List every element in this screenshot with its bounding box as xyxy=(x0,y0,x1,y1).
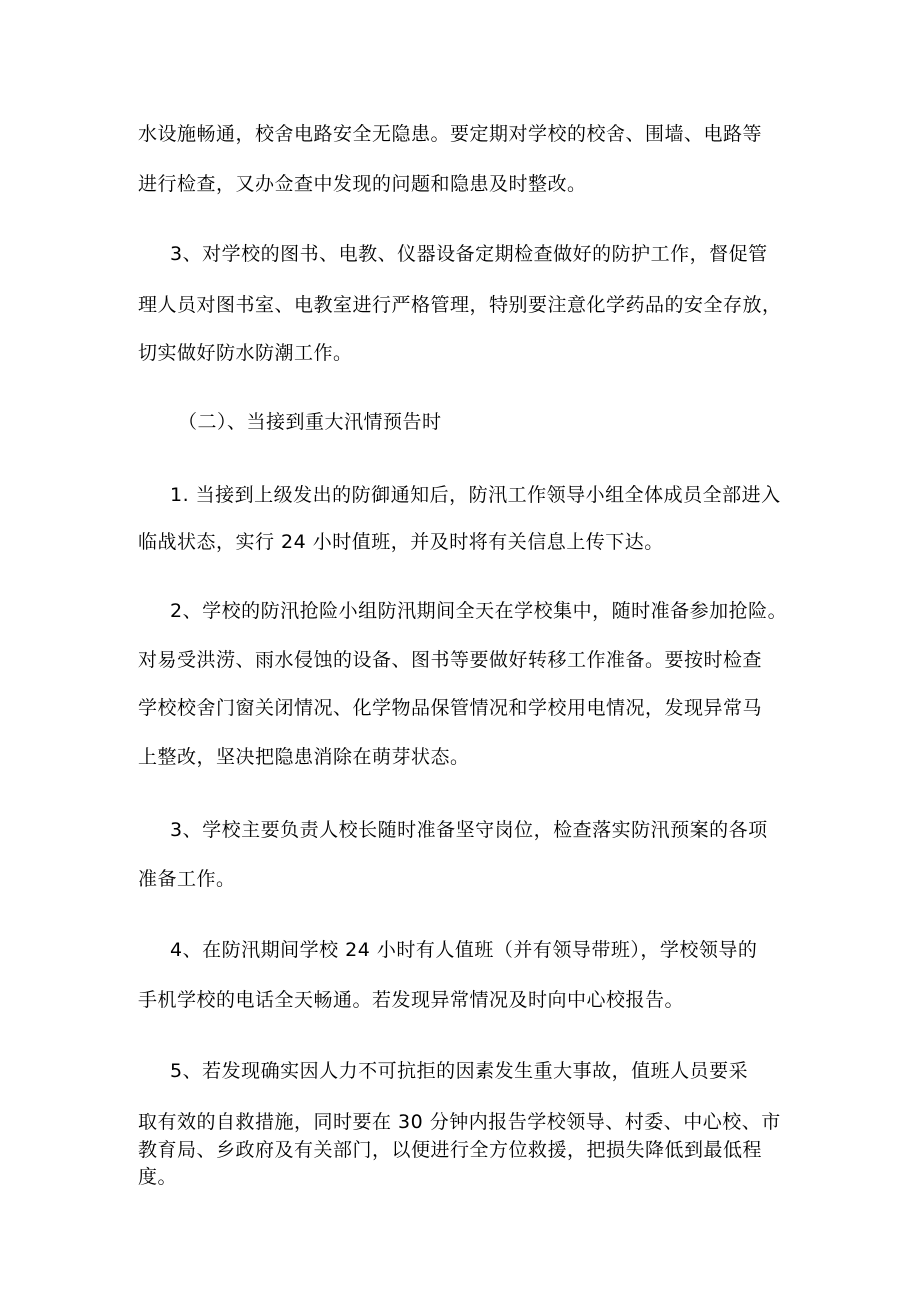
paragraph-line: 度。 xyxy=(138,1166,178,1188)
section-heading: （二）、当接到重大汛情预告时 xyxy=(178,411,442,433)
paragraph-line: 上整改，坚决把隐患消除在萌芽状态。 xyxy=(138,746,470,768)
paragraph-line: 2、学校的防汛抢险小组防汛期间全天在学校集中，随时准备参加抢险。 xyxy=(170,600,788,622)
paragraph-line: 1. 当接到上级发出的防御通知后，防汛工作领导小组全体成员全部进入 xyxy=(170,484,781,506)
paragraph-line: 切实做好防水防潮工作。 xyxy=(138,342,353,364)
paragraph-line: 学校校舍门窗关闭情况、化学物品保管情况和学校用电情况，发现异常马 xyxy=(138,697,763,719)
paragraph-line: 准备工作。 xyxy=(138,868,236,890)
paragraph-line: 3、学校主要负责人校长随时准备坚守岗位，检查落实防汛预案的各项 xyxy=(170,819,768,841)
paragraph-line: 进行检查，又办佥查中发现的问题和隐患及时整改。 xyxy=(138,173,587,195)
paragraph-line: 3、对学校的图书、电教、仪器设备定期检查做好的防护工作，督促管 xyxy=(170,243,768,265)
paragraph-line: 对易受洪涝、雨水侵蚀的设备、图书等要做好转移工作准备。要按时检查 xyxy=(138,649,763,671)
paragraph-line: 4、在防汛期间学校 24 小时有人值班（并有领导带班），学校领导的 xyxy=(170,939,758,961)
paragraph-line: 教育局、乡政府及有关部门，以便进行全方位救援，把损失降低到最低程 xyxy=(138,1139,763,1161)
paragraph-line: 临战状态，实行 24 小时值班，并及时将有关信息上传下达。 xyxy=(138,531,664,553)
paragraph-line: 5、若发现确实因人力不可抗拒的因素发生重大事故，值班人员要采 xyxy=(170,1060,749,1082)
paragraph-line: 手机学校的电话全天畅通。若发现异常情况及时向中心校报告。 xyxy=(138,989,685,1011)
paragraph-line: 水设施畅通，校舍电路安全无隐患。要定期对学校的校舍、围墙、电路等 xyxy=(138,123,763,145)
paragraph-line: 取有效的自救措施，同时要在 30 分钟内报告学校领导、村委、中心校、市 xyxy=(138,1111,781,1133)
paragraph-line: 理人员对图书室、电教室进行严格管理，特别要注意化学药品的安全存放， xyxy=(138,294,782,316)
